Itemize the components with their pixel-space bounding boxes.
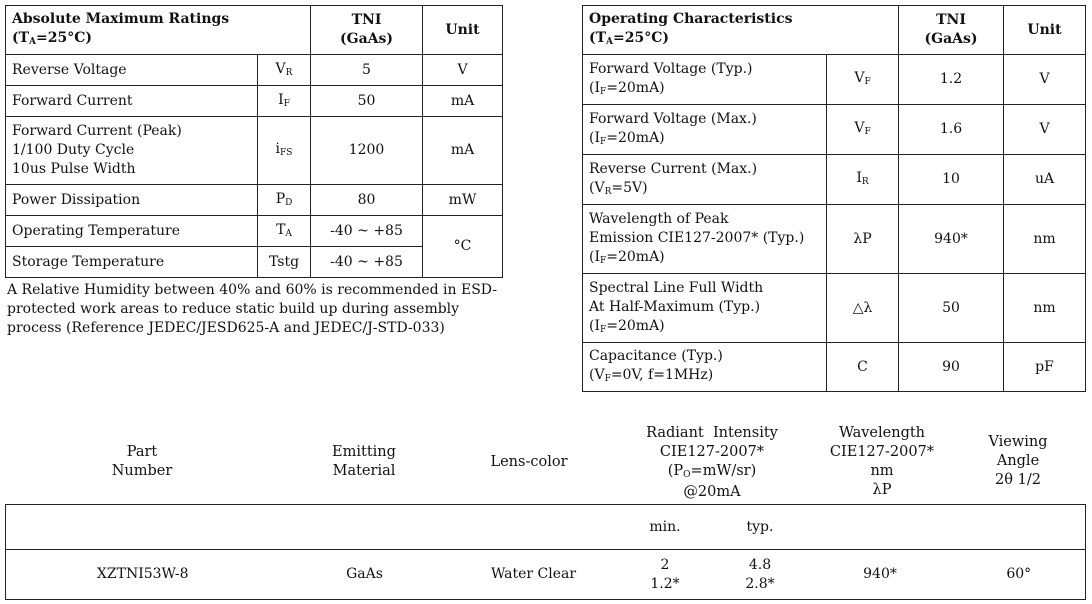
part-number: XZTNI53W-8 [6,550,280,600]
unit: uA [1004,155,1086,205]
table-row [6,185,503,216]
table-row [583,274,1086,343]
absolute-maximum-ratings-table [5,5,503,278]
amr-material-header: TNI (GaAs) [311,6,423,55]
emitting-material-header: Emitting Material [332,444,396,479]
amr-header-row [6,6,503,55]
wavelength-value: 940* [808,550,953,600]
intensity-typ: 4.8 2.8* [713,550,808,600]
symbol: $V_F$ [827,55,899,105]
typ-subheader: typ. [713,505,808,550]
value: 5 [311,55,423,86]
part-table-header [5,420,1085,504]
symbol: λP [827,205,899,274]
unit: mW [423,185,503,216]
value: 50 [899,274,1004,343]
param-label: Reverse Current (Max.) $(V_R=5V)$ [583,155,827,205]
unit: V [1004,55,1086,105]
value: -40 ~ +85 [311,216,423,247]
emitting-material: GaAs [280,550,450,600]
min-subheader: min. [618,505,713,550]
value: 90 [899,343,1004,392]
table-row [583,155,1086,205]
esd-note: A Relative Humidity between 40% and 60% is recommended in ESD-protected work areas to reduce static build up during assembly process (Reference JEDEC/JESD625-A and JEDEC/J-STD-033) [7,282,498,336]
symbol: △λ [827,274,899,343]
part-number-header: Part Number [111,444,173,479]
value: 10 [899,155,1004,205]
lens-color: Water Clear [450,550,618,600]
radiant-intensity-header: Radiant Intensity CIE127-2007* $(P_O=mW/sr)$ @20mA [646,425,778,500]
viewing-angle-header: Viewing Angle 2θ 1/2 [988,434,1048,488]
value: 1.2 [899,55,1004,105]
param-label: Power Dissipation [6,185,258,216]
param-label: Operating Temperature [6,216,258,247]
opc-unit-header: Unit [1004,6,1086,55]
symbol: $I_F$ [258,86,311,117]
table-row [6,550,1086,600]
intensity-min: 2 1.2* [618,550,713,600]
value: 50 [311,86,423,117]
symbol: $V_F$ [827,105,899,155]
table-row [6,86,503,117]
opc-material-header: TNI (GaAs) [899,6,1004,55]
table-row [6,55,503,86]
wavelength-header: Wavelength CIE127-2007* nm λP [829,425,935,498]
param-label: Forward Voltage (Typ.) $(I_F=20mA)$ [583,55,827,105]
operating-characteristics-table [582,5,1086,392]
table-row [583,343,1086,392]
unit: nm [1004,205,1086,274]
part-number-table [5,504,1086,600]
table-row [6,216,503,247]
viewing-angle-value: 60° [953,550,1086,600]
symbol: $i_{FS}$ [258,117,311,185]
unit: nm [1004,274,1086,343]
unit: V [1004,105,1086,155]
lens-color-header: Lens-color [490,454,568,470]
param-label: Forward Current [6,86,258,117]
unit: pF [1004,343,1086,392]
unit: °C [423,216,503,278]
unit: V [423,55,503,86]
param-label: Wavelength of Peak Emission CIE127-2007* (Typ.) $(I_F=20mA)$ [583,205,827,274]
value: -40 ~ +85 [311,247,423,278]
symbol: C [827,343,899,392]
symbol: Tstg [258,247,311,278]
unit: mA [423,117,503,185]
table-row [6,117,503,185]
table-row [583,105,1086,155]
symbol: $P_D$ [258,185,311,216]
opc-title: Operating Characteristics $(T_A=25^\circ C)$ [583,6,899,55]
param-label: Forward Current (Peak) 1/100 Duty Cycle 10us Pulse Width [6,117,258,185]
value: 940* [899,205,1004,274]
param-label: Forward Voltage (Max.) $(I_F=20mA)$ [583,105,827,155]
table-row [583,205,1086,274]
amr-unit-header: Unit [423,6,503,55]
param-label: Reverse Voltage [6,55,258,86]
amr-title: Absolute Maximum Ratings $(T_A=25^\circ C)$ [6,6,311,55]
param-label: Spectral Line Full Width At Half-Maximum (Typ.) $(I_F=20mA)$ [583,274,827,343]
param-label: Storage Temperature [6,247,258,278]
subheader-row [6,505,1086,550]
table-row [583,55,1086,105]
unit: mA [423,86,503,117]
value: 1.6 [899,105,1004,155]
value: 1200 [311,117,423,185]
value: 80 [311,185,423,216]
symbol: $T_A$ [258,216,311,247]
param-label: Capacitance (Typ.) ($V_F=0V$, f=1MHz) [583,343,827,392]
symbol: $I_R$ [827,155,899,205]
opc-header-row [583,6,1086,55]
symbol: $V_R$ [258,55,311,86]
